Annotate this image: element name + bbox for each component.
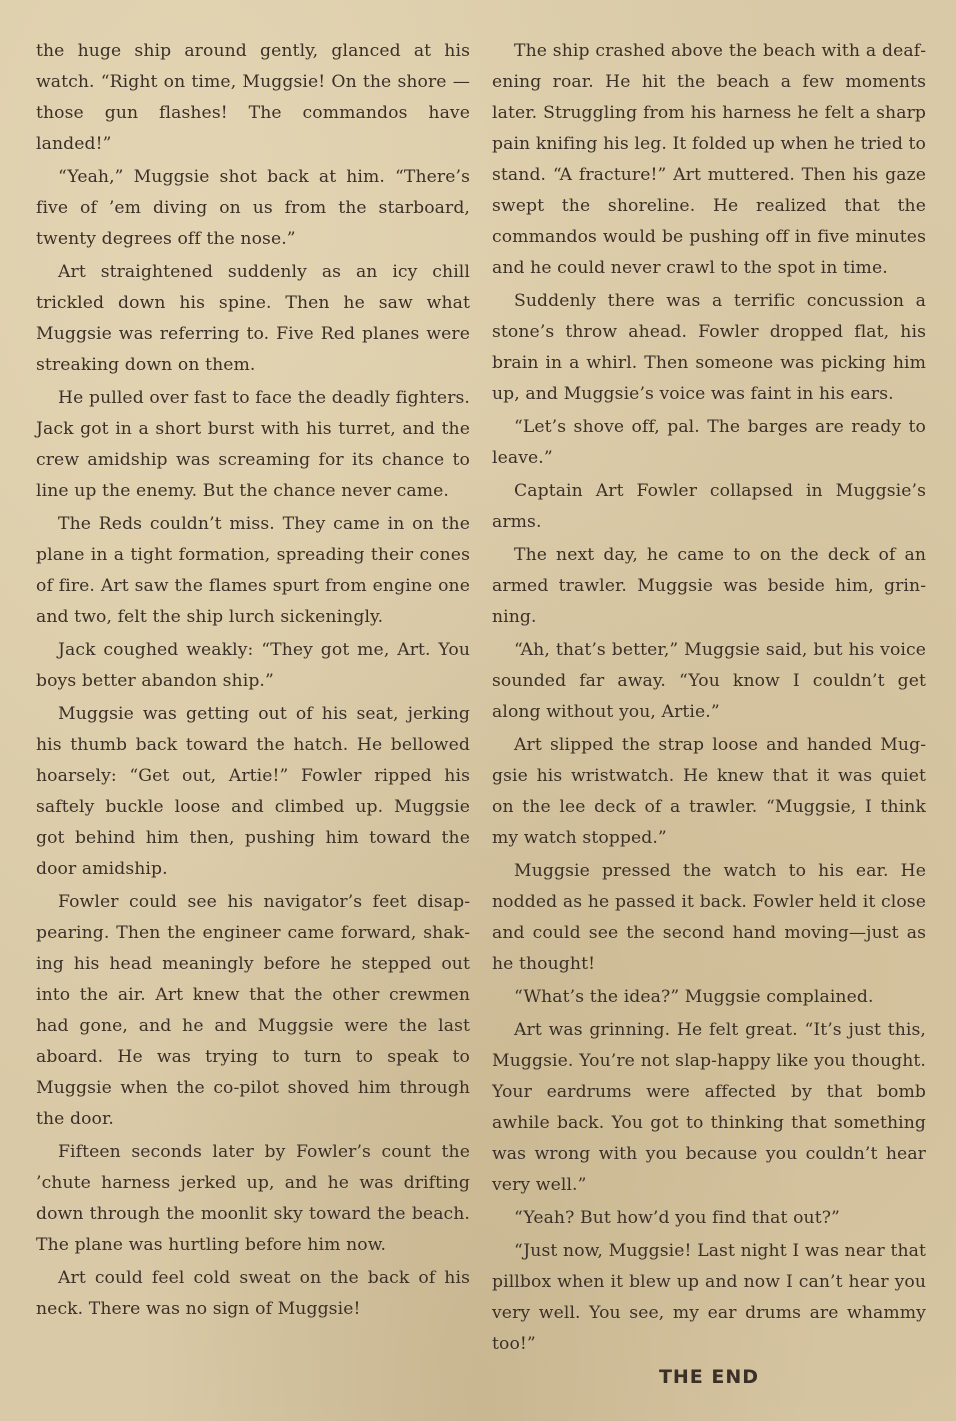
paragraph: “Yeah? But how’d you find that out?” (514, 1208, 840, 1228)
paragraph: “Ah, that’s better,” Muggsie said, but his voice sounded far away. “You know I couldn’t get along without you, Artie.” (492, 640, 926, 722)
paragraph: “Yeah,” Muggsie shot back at him. “There’s five of ’em diving on us from the starboard, twenty degrees off the nose.” (36, 167, 470, 249)
paragraph: The next day, he came to on the deck of an armed trawler. Muggsie was beside him, grinning. (492, 545, 926, 627)
paragraph: Fowler could see his navigator’s feet disappearing. Then the engineer came forward, shaking his head meaningly before he stepped out into the air. Art knew that the other crewmen had gone, and he and Muggsie were the last aboard. He was trying to turn to speak to Muggsie when the co-pilot shoved him through the door. (36, 892, 470, 1129)
paragraph: “What’s the idea?” Muggsie complained. (514, 987, 874, 1007)
left-column (36, 36, 470, 1327)
paragraph: Jack coughed weakly: “They got me, Art. You boys better abandon ship.” (36, 640, 470, 691)
paragraph: Fifteen seconds later by Fowler’s count the ’chute harness jerked up, and he was drifting down through the moonlit sky toward the beach. The plane was hurtling before him now. (36, 1142, 470, 1255)
paragraph: Suddenly there was a terrific concussion a stone’s throw ahead. Fowler dropped flat, his brain in a whirl. Then someone was picking him up, and Muggsie’s voice was faint in his ears. (492, 291, 926, 404)
right-column (492, 36, 926, 1395)
paragraph: “Just now, Muggsie! Last night I was near that pillbox when it blew up and now I can’t hear you very well. You see, my ear drums are whammy too!” (492, 1241, 926, 1354)
paragraph: Art was grinning. He felt great. “It’s just this, Muggsie. You’re not slap-happy like you thought. Your eardrums were affected by that bomb awhile back. You got to thinking that something was wrong with you because you couldn’t hear very well.” (492, 1020, 926, 1195)
paragraph: The Reds couldn’t miss. They came in on the plane in a tight formation, spreading their cones of fire. Art saw the flames spurt from engine one and two, felt the ship lurch sickeningly. (36, 514, 470, 627)
paragraph: Art straightened suddenly as an icy chill trickled down his spine. Then he saw what Muggsie was referring to. Five Red planes were streaking down on them. (36, 262, 470, 375)
end-marker: THE END (658, 1366, 760, 1388)
paragraph: Muggsie pressed the watch to his ear. He nodded as he passed it back. Fowler held it close and could see the second hand moving—just as he thought! (492, 861, 926, 974)
paragraph: Captain Art Fowler collapsed in Muggsie’s arms. (492, 481, 926, 532)
paragraph: Muggsie was getting out of his seat, jerking his thumb back toward the hatch. He bellowed hoarsely: “Get out, Artie!” Fowler ripped his saftely buckle loose and climbed up. Muggsie got behind him then, pushing him toward the door amidship. (36, 704, 470, 879)
paragraph: Art could feel cold sweat on the back of his neck. There was no sign of Muggsie! (36, 1268, 470, 1319)
paragraph: The ship crashed above the beach with a deafening roar. He hit the beach a few moments later. Struggling from his harness he felt a sharp pain knifing his leg. It folded up when he tried to stand. “A fracture!” Art muttered. Then his gaze swept the shoreline. He realized that the commandos would be pushing off in five minutes and he could never crawl to the spot in time. (492, 41, 926, 278)
paragraph: “Let’s shove off, pal. The barges are ready to leave.” (492, 417, 926, 468)
paragraph: Art slipped the strap loose and handed Muggsie his wristwatch. He knew that it was quiet on the lee deck of a trawler. “Muggsie, I think my watch stopped.” (492, 735, 926, 848)
paragraph: He pulled over fast to face the deadly fighters. Jack got in a short burst with his turret, and the crew amidship was screaming for its chance to line up the enemy. But the chance never came. (36, 388, 470, 501)
paragraph: the huge ship around gently, glanced at his watch. “Right on time, Muggsie! On the shore — those gun flashes! The commandos have landed!” (36, 41, 470, 154)
